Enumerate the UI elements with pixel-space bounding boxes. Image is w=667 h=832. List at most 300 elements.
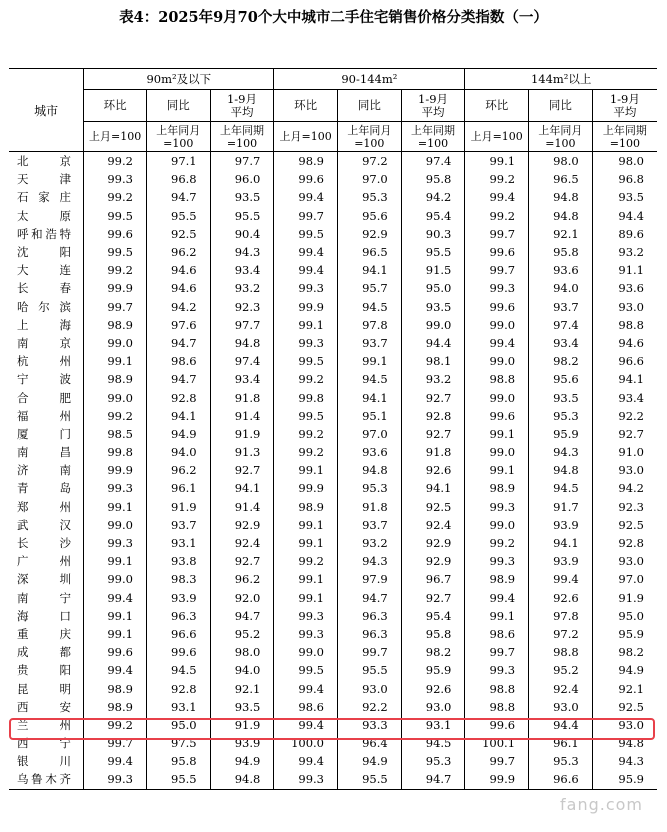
- city-name: 兰 州: [17, 717, 71, 732]
- table-row: [9, 570, 657, 588]
- index-value: 93.3: [338, 716, 402, 734]
- index-value: 99.3: [274, 334, 338, 352]
- index-value: 91.9: [210, 425, 274, 443]
- base-header-cell: [84, 122, 147, 152]
- index-value: 97.7: [210, 316, 274, 334]
- index-value: 94.4: [592, 207, 657, 225]
- index-value: 99.9: [84, 279, 147, 297]
- index-value: 95.5: [146, 207, 210, 225]
- index-value: 93.0: [592, 298, 657, 316]
- table-row: [9, 352, 657, 370]
- index-value: 92.8: [146, 388, 210, 406]
- index-value: 99.6: [84, 643, 147, 661]
- index-value: 99.3: [84, 534, 147, 552]
- index-value: 99.2: [274, 552, 338, 570]
- index-value: 95.3: [338, 479, 402, 497]
- index-value: 95.0: [592, 607, 657, 625]
- index-value: 94.0: [210, 661, 274, 679]
- index-value: 94.4: [529, 716, 593, 734]
- city-name: 福 州: [17, 408, 71, 423]
- base-header-line1: 上年同月: [538, 123, 583, 137]
- index-value: 94.7: [338, 589, 402, 607]
- index-value: 95.4: [401, 207, 465, 225]
- sub-header-line2: 平均: [421, 104, 445, 119]
- index-value: 95.4: [401, 607, 465, 625]
- sub-header-line2: 平均: [613, 104, 637, 119]
- index-value: 99.5: [274, 352, 338, 370]
- table-row: [9, 316, 657, 334]
- index-value: 99.2: [465, 534, 529, 552]
- index-value: 94.1: [592, 370, 657, 388]
- sub-header-line1: 1-9月: [609, 91, 640, 106]
- base-header-cell: [592, 122, 657, 152]
- index-value: 99.6: [274, 170, 338, 188]
- city-column-header: 城市: [9, 69, 84, 152]
- index-value: 95.8: [146, 752, 210, 770]
- base-header-line1: 上月=100: [470, 130, 523, 143]
- index-value: 99.3: [274, 770, 338, 789]
- index-value: 95.0: [146, 716, 210, 734]
- index-value: 99.6: [465, 716, 529, 734]
- index-value: 99.4: [465, 589, 529, 607]
- sub-header-cell: [210, 90, 274, 122]
- index-value: 93.7: [146, 516, 210, 534]
- city-name: 杭 州: [17, 354, 71, 369]
- index-value: 92.2: [338, 698, 402, 716]
- index-value: 92.9: [210, 516, 274, 534]
- index-value: 92.7: [401, 589, 465, 607]
- index-value: 94.7: [210, 607, 274, 625]
- table-row: [9, 752, 657, 770]
- index-value: 99.3: [274, 279, 338, 297]
- index-value: 99.0: [84, 334, 147, 352]
- base-header-line1: 上年同期: [411, 123, 456, 137]
- index-value: 99.3: [84, 770, 147, 789]
- index-value: 94.6: [592, 334, 657, 352]
- index-value: 92.1: [210, 679, 274, 697]
- index-value: 91.9: [592, 589, 657, 607]
- table-row: [9, 607, 657, 625]
- base-header-line1: 上月=100: [89, 130, 142, 143]
- index-value: 99.5: [274, 225, 338, 243]
- index-value: 94.8: [210, 770, 274, 789]
- city-name: 宁 波: [17, 372, 71, 387]
- index-value: 99.8: [274, 388, 338, 406]
- index-value: 98.3: [146, 570, 210, 588]
- city-name: 大 连: [17, 263, 71, 278]
- sub-header-cell: [146, 90, 210, 122]
- index-value: 99.7: [465, 225, 529, 243]
- index-value: 99.9: [274, 479, 338, 497]
- index-value: 94.7: [146, 188, 210, 206]
- table-row: [9, 170, 657, 188]
- index-value: 93.4: [210, 370, 274, 388]
- index-value: 99.1: [274, 570, 338, 588]
- index-value: 99.5: [274, 661, 338, 679]
- page-title: 表4：2025年9月70个大中城市二手住宅销售价格分类指数（一）: [119, 9, 548, 26]
- index-value: 99.0: [465, 352, 529, 370]
- index-value: 99.7: [84, 298, 147, 316]
- index-value: 99.1: [274, 534, 338, 552]
- index-value: 92.4: [529, 679, 593, 697]
- index-value: 99.3: [84, 479, 147, 497]
- index-value: 96.1: [146, 479, 210, 497]
- city-name: 乌 鲁 木 齐: [9, 770, 84, 789]
- index-value: 99.1: [84, 552, 147, 570]
- index-value: 96.7: [401, 570, 465, 588]
- index-value: 98.0: [529, 152, 593, 171]
- index-value: 94.7: [146, 370, 210, 388]
- index-value: 92.5: [401, 498, 465, 516]
- table-row: [9, 534, 657, 552]
- base-header-line2: =100: [163, 136, 194, 150]
- index-value: 91.1: [592, 261, 657, 279]
- index-value: 94.5: [529, 479, 593, 497]
- index-value: 97.7: [210, 152, 274, 171]
- city-name: 广 州: [17, 554, 71, 569]
- index-value: 97.2: [529, 625, 593, 643]
- index-value: 99.1: [274, 316, 338, 334]
- index-value: 92.5: [146, 225, 210, 243]
- index-value: 98.9: [465, 479, 529, 497]
- index-value: 94.9: [146, 425, 210, 443]
- index-value: 97.8: [338, 316, 402, 334]
- index-value: 99.4: [274, 243, 338, 261]
- index-value: 100.0: [274, 734, 338, 752]
- watermark: fang.com: [560, 795, 643, 814]
- index-value: 94.9: [592, 661, 657, 679]
- index-value: 98.1: [401, 352, 465, 370]
- index-value: 90.4: [210, 225, 274, 243]
- index-value: 91.3: [210, 443, 274, 461]
- index-value: 93.9: [146, 589, 210, 607]
- index-value: 99.0: [84, 570, 147, 588]
- index-value: 93.4: [529, 334, 593, 352]
- index-value: 93.9: [529, 552, 593, 570]
- index-value: 99.7: [465, 752, 529, 770]
- index-value: 98.2: [401, 643, 465, 661]
- table-row: [9, 370, 657, 388]
- table-row: [9, 188, 657, 206]
- index-value: 91.8: [338, 498, 402, 516]
- index-value: 92.7: [592, 425, 657, 443]
- index-value: 94.1: [210, 479, 274, 497]
- table-row: [9, 207, 657, 225]
- city-name: 南 昌: [17, 445, 71, 460]
- index-value: 92.3: [592, 498, 657, 516]
- index-value: 99.6: [465, 407, 529, 425]
- index-value: 95.5: [401, 243, 465, 261]
- sub-header-cell: [84, 90, 147, 122]
- index-value: 99.0: [84, 516, 147, 534]
- group-header-large: 144m²以上: [465, 69, 657, 90]
- sub-header-line2: 平均: [230, 104, 254, 119]
- city-name: 重 庆: [17, 626, 71, 641]
- sub-header-line1: 同比: [166, 98, 190, 112]
- sub-header-line1: 环比: [485, 98, 509, 112]
- index-value: 99.2: [274, 425, 338, 443]
- index-value: 96.2: [146, 461, 210, 479]
- table-row: [9, 407, 657, 425]
- index-value: 97.4: [210, 352, 274, 370]
- index-value: 99.0: [401, 316, 465, 334]
- table-header: [9, 69, 657, 152]
- base-header-line2: =100: [226, 136, 258, 150]
- index-value: 99.2: [84, 188, 147, 206]
- index-value: 95.3: [529, 407, 593, 425]
- index-value: 98.8: [465, 679, 529, 697]
- index-value: 93.1: [146, 534, 210, 552]
- index-value: 99.1: [274, 589, 338, 607]
- index-value: 95.0: [401, 279, 465, 297]
- index-value: 92.8: [592, 534, 657, 552]
- table-row: [9, 698, 657, 716]
- index-value: 94.2: [146, 298, 210, 316]
- base-header-cell: [274, 122, 338, 152]
- index-value: 98.6: [146, 352, 210, 370]
- index-value: 99.4: [84, 661, 147, 679]
- index-value: 92.4: [401, 516, 465, 534]
- base-header-cell: [529, 122, 593, 152]
- index-value: 99.1: [84, 625, 147, 643]
- index-value: 97.0: [338, 170, 402, 188]
- index-value: 98.9: [84, 316, 147, 334]
- table-row: [9, 716, 657, 734]
- sub-header-line1: 1-9月: [418, 91, 449, 106]
- base-header-cell: [401, 122, 465, 152]
- index-value: 92.9: [338, 225, 402, 243]
- index-value: 99.9: [465, 770, 529, 789]
- city-name: 济 南: [17, 463, 71, 478]
- index-value: 99.4: [274, 752, 338, 770]
- index-value: 92.1: [529, 225, 593, 243]
- city-name: 西 宁: [17, 736, 71, 751]
- index-value: 99.1: [465, 425, 529, 443]
- index-value: 99.3: [465, 279, 529, 297]
- index-value: 93.5: [210, 188, 274, 206]
- index-value: 92.3: [210, 298, 274, 316]
- index-value: 92.6: [401, 679, 465, 697]
- base-header-cell: [338, 122, 402, 152]
- index-value: 93.2: [338, 534, 402, 552]
- table-row: [9, 516, 657, 534]
- table-row: [9, 661, 657, 679]
- index-value: 99.2: [465, 170, 529, 188]
- index-value: 99.1: [274, 461, 338, 479]
- index-value: 93.8: [146, 552, 210, 570]
- index-value: 96.3: [338, 625, 402, 643]
- table-row: [9, 225, 657, 243]
- sub-header-cell: [592, 90, 657, 122]
- index-value: 93.9: [529, 516, 593, 534]
- index-value: 93.0: [592, 552, 657, 570]
- index-value: 99.0: [465, 316, 529, 334]
- index-value: 94.8: [592, 734, 657, 752]
- table-row: [9, 679, 657, 697]
- index-value: 99.6: [465, 298, 529, 316]
- index-value: 93.5: [529, 388, 593, 406]
- index-value: 97.4: [401, 152, 465, 171]
- index-value: 98.8: [465, 370, 529, 388]
- index-value: 94.7: [401, 770, 465, 789]
- index-value: 99.4: [274, 261, 338, 279]
- index-value: 95.6: [529, 370, 593, 388]
- index-value: 95.9: [592, 770, 657, 789]
- city-name: 北 京: [17, 154, 71, 169]
- index-value: 98.9: [84, 679, 147, 697]
- index-value: 99.0: [465, 516, 529, 534]
- index-value: 99.2: [84, 261, 147, 279]
- index-value: 94.2: [592, 479, 657, 497]
- index-value: 98.8: [529, 643, 593, 661]
- index-value: 95.9: [592, 625, 657, 643]
- index-value: 95.5: [210, 207, 274, 225]
- group-header-small: 90m²及以下: [84, 69, 274, 90]
- index-value: 99.1: [84, 498, 147, 516]
- city-name: 青 岛: [17, 481, 71, 496]
- index-value: 93.2: [401, 370, 465, 388]
- index-value: 99.6: [84, 225, 147, 243]
- city-name: 南 宁: [17, 590, 71, 605]
- city-name: 昆 明: [17, 681, 71, 696]
- index-value: 99.7: [84, 734, 147, 752]
- index-value: 93.7: [529, 298, 593, 316]
- index-value: 97.5: [146, 734, 210, 752]
- index-value: 97.8: [529, 607, 593, 625]
- index-value: 99.5: [84, 243, 147, 261]
- sub-header-line1: 同比: [357, 98, 381, 112]
- index-value: 92.6: [529, 589, 593, 607]
- index-value: 93.4: [592, 388, 657, 406]
- table-row: [9, 643, 657, 661]
- table-row: [9, 443, 657, 461]
- index-value: 99.0: [465, 388, 529, 406]
- table-row: [9, 589, 657, 607]
- index-value: 98.2: [529, 352, 593, 370]
- city-name: 武 汉: [17, 517, 71, 532]
- index-value: 93.5: [401, 298, 465, 316]
- index-value: 91.9: [210, 716, 274, 734]
- index-value: 99.4: [465, 334, 529, 352]
- index-value: 99.2: [84, 716, 147, 734]
- index-value: 99.0: [274, 643, 338, 661]
- index-value: 99.8: [84, 443, 147, 461]
- index-value: 97.2: [338, 152, 402, 171]
- index-value: 95.5: [146, 770, 210, 789]
- index-value: 90.3: [401, 225, 465, 243]
- index-value: 95.6: [338, 207, 402, 225]
- index-value: 98.6: [274, 698, 338, 716]
- index-value: 92.2: [592, 407, 657, 425]
- table-row: [9, 243, 657, 261]
- index-value: 96.2: [146, 243, 210, 261]
- index-value: 96.4: [338, 734, 402, 752]
- index-value: 98.9: [465, 570, 529, 588]
- price-index-table: [9, 68, 657, 790]
- table-row: [9, 734, 657, 752]
- base-header-cell: [210, 122, 274, 152]
- base-header-line1: 上月=100: [279, 130, 332, 143]
- index-value: 99.2: [84, 407, 147, 425]
- index-value: 97.0: [338, 425, 402, 443]
- index-value: 95.7: [338, 279, 402, 297]
- index-value: 97.0: [592, 570, 657, 588]
- index-value: 94.8: [210, 334, 274, 352]
- city-name: 沈 阳: [17, 245, 71, 260]
- index-value: 93.1: [146, 698, 210, 716]
- index-value: 92.0: [210, 589, 274, 607]
- index-value: 99.7: [465, 643, 529, 661]
- index-value: 92.7: [401, 388, 465, 406]
- index-value: 99.1: [84, 352, 147, 370]
- index-value: 99.5: [274, 407, 338, 425]
- index-value: 98.0: [210, 643, 274, 661]
- index-value: 96.6: [529, 770, 593, 789]
- index-value: 99.9: [84, 461, 147, 479]
- index-value: 99.9: [274, 298, 338, 316]
- index-value: 92.1: [592, 679, 657, 697]
- index-value: 93.6: [592, 279, 657, 297]
- table-row: [9, 152, 657, 171]
- index-value: 98.0: [592, 152, 657, 171]
- index-value: 96.5: [338, 243, 402, 261]
- index-value: 100.1: [465, 734, 529, 752]
- table-row: [9, 388, 657, 406]
- index-value: 94.7: [146, 334, 210, 352]
- index-value: 94.9: [210, 752, 274, 770]
- base-header-line1: 上年同月: [156, 123, 201, 137]
- table-row: [9, 279, 657, 297]
- table-row: [9, 498, 657, 516]
- sub-header-cell: [338, 90, 402, 122]
- index-value: 99.6: [146, 643, 210, 661]
- index-value: 99.1: [274, 516, 338, 534]
- index-value: 95.5: [338, 661, 402, 679]
- index-value: 94.0: [146, 443, 210, 461]
- table-row: [9, 625, 657, 643]
- index-value: 93.9: [210, 734, 274, 752]
- index-value: 93.4: [210, 261, 274, 279]
- index-value: 94.1: [401, 479, 465, 497]
- index-value: 94.1: [338, 261, 402, 279]
- index-value: 98.9: [274, 498, 338, 516]
- index-value: 97.4: [529, 316, 593, 334]
- index-value: 94.1: [338, 388, 402, 406]
- city-name: 上 海: [17, 317, 71, 332]
- index-value: 99.6: [465, 243, 529, 261]
- index-value: 94.5: [338, 370, 402, 388]
- index-value: 94.6: [146, 261, 210, 279]
- index-value: 95.2: [210, 625, 274, 643]
- index-value: 99.4: [274, 716, 338, 734]
- index-value: 93.2: [592, 243, 657, 261]
- base-header-line2: =100: [545, 136, 576, 150]
- index-value: 99.1: [465, 607, 529, 625]
- index-value: 91.4: [210, 407, 274, 425]
- index-value: 94.8: [529, 461, 593, 479]
- index-value: 99.1: [338, 352, 402, 370]
- table-row: [9, 261, 657, 279]
- city-name: 太 原: [17, 208, 71, 223]
- index-value: 94.8: [338, 461, 402, 479]
- index-value: 96.8: [146, 170, 210, 188]
- index-value: 91.4: [210, 498, 274, 516]
- table-row: [9, 425, 657, 443]
- index-value: 98.9: [84, 370, 147, 388]
- index-value: 94.2: [401, 188, 465, 206]
- index-value: 96.8: [592, 170, 657, 188]
- index-value: 94.1: [529, 534, 593, 552]
